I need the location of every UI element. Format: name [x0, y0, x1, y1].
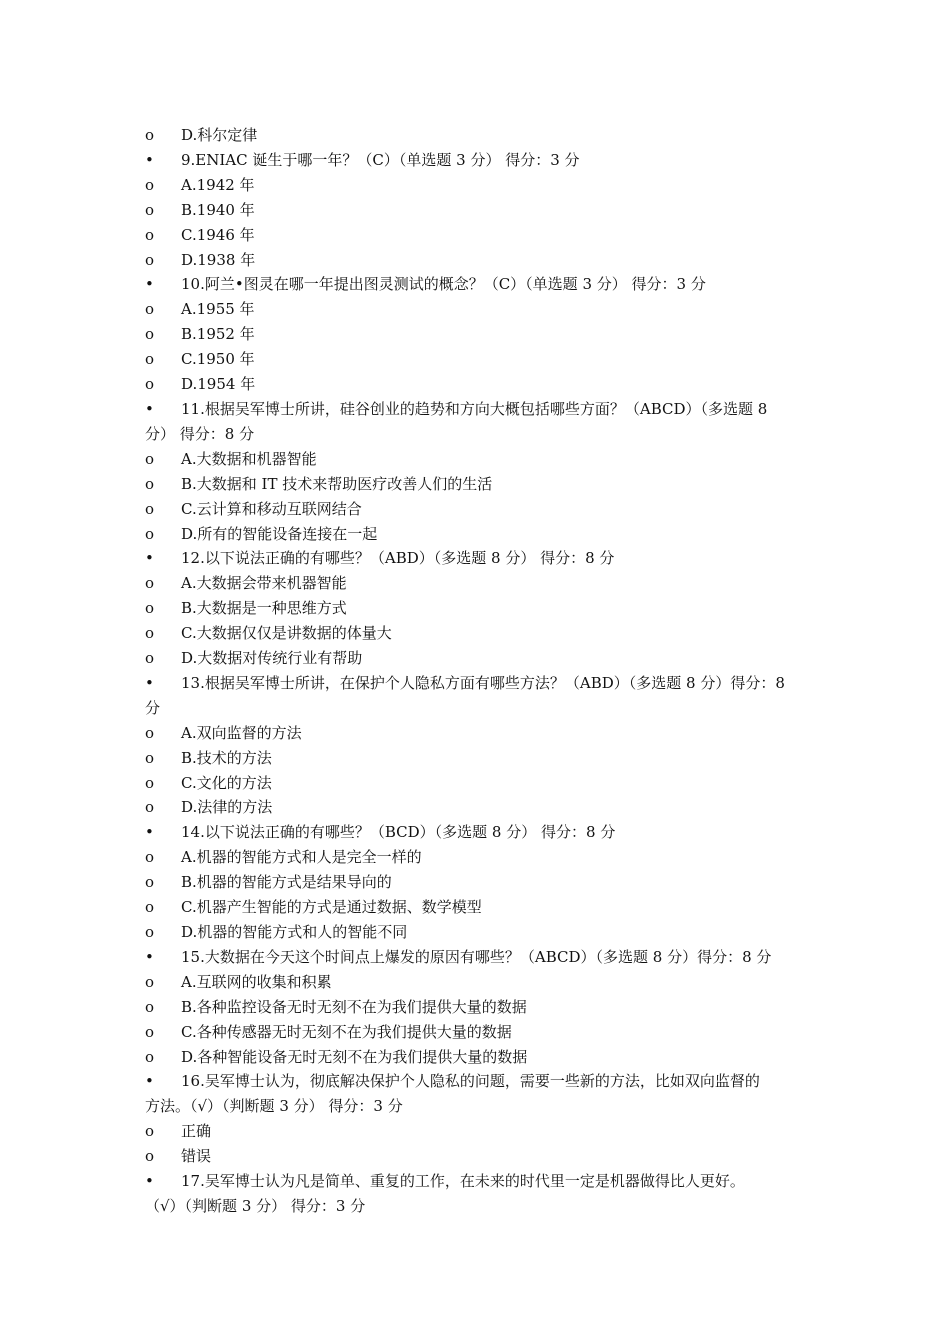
line-text: B.大数据和 IT 技术来帮助医疗改善人们的生活	[181, 474, 493, 493]
option-line	[145, 721, 810, 746]
line-text: C.各种传感器无时无刻不在为我们提供大量的数据	[181, 1022, 512, 1041]
option-marker: o	[145, 798, 155, 817]
line-text: A.1942 年	[181, 175, 255, 194]
continuation-line	[145, 1094, 810, 1119]
option-line	[145, 472, 810, 497]
option-line	[145, 322, 810, 347]
option-marker: o	[145, 848, 155, 867]
option-marker: o	[145, 499, 155, 518]
line-text: （√）（判断题 3 分） 得分：3 分	[145, 1196, 366, 1215]
option-line	[145, 297, 810, 322]
line-text: C.机器产生智能的方式是通过数据、数学模型	[181, 898, 482, 917]
continuation-line	[145, 696, 810, 721]
option-line	[145, 571, 810, 596]
line-text: A.互联网的收集和积累	[181, 972, 332, 991]
question-line	[145, 820, 810, 845]
option-marker: o	[145, 599, 155, 618]
line-text: 分	[145, 698, 161, 717]
option-marker: o	[145, 898, 155, 917]
option-line	[145, 795, 810, 820]
line-text: C.1950 年	[181, 350, 255, 369]
option-marker: o	[145, 723, 155, 742]
option-marker: o	[145, 200, 155, 219]
question-line	[145, 671, 810, 696]
option-line	[145, 198, 810, 223]
bullet-marker: •	[145, 947, 154, 966]
line-text: 16.吴军博士认为，彻底解决保护个人隐私的问题，需要一些新的方法，比如双向监督的	[181, 1072, 760, 1091]
continuation-line	[145, 422, 810, 447]
line-text: D.科尔定律	[181, 126, 258, 144]
option-marker: o	[145, 997, 155, 1016]
option-line	[145, 497, 810, 522]
option-line	[145, 771, 810, 796]
option-marker: o	[145, 325, 155, 344]
line-text: 15.大数据在今天这个时间点上爆发的原因有哪些？（ABCD）（多选题 8 分）得分：8 分	[181, 947, 772, 966]
option-marker: o	[145, 1122, 155, 1141]
option-marker: o	[145, 126, 155, 144]
option-marker: o	[145, 225, 155, 244]
option-marker: o	[145, 972, 155, 991]
bullet-marker: •	[145, 275, 154, 294]
option-marker: o	[145, 624, 155, 643]
line-text: 分） 得分：8 分	[145, 424, 255, 443]
option-line	[145, 621, 810, 646]
line-text: 错误	[181, 1147, 212, 1166]
line-text: B.各种监控设备无时无刻不在为我们提供大量的数据	[181, 997, 527, 1016]
option-line	[145, 920, 810, 945]
option-marker: o	[145, 300, 155, 319]
line-text: 14.以下说法正确的有哪些？（BCD）（多选题 8 分） 得分：8 分	[181, 823, 616, 842]
option-line	[145, 1119, 810, 1144]
option-line	[145, 372, 810, 397]
option-line	[145, 522, 810, 547]
option-line	[145, 870, 810, 895]
option-line	[145, 1045, 810, 1070]
bullet-marker: •	[145, 150, 154, 169]
line-text: A.机器的智能方式和人是完全一样的	[181, 848, 422, 867]
line-text: 方法。（√）（判断题 3 分） 得分：3 分	[145, 1097, 403, 1116]
option-line	[145, 1020, 810, 1045]
line-text: A.大数据会带来机器智能	[181, 574, 347, 593]
line-text: C.文化的方法	[181, 773, 272, 792]
option-line	[145, 123, 810, 148]
option-line	[145, 845, 810, 870]
option-line	[145, 970, 810, 995]
option-line	[145, 596, 810, 621]
line-text: A.双向监督的方法	[181, 723, 302, 742]
line-text: B.1940 年	[181, 200, 255, 219]
line-text: B.1952 年	[181, 325, 255, 344]
bullet-marker: •	[145, 1072, 154, 1091]
question-line	[145, 148, 810, 173]
document-page	[145, 123, 810, 1219]
line-text: C.1946 年	[181, 225, 255, 244]
line-text: D.机器的智能方式和人的智能不同	[181, 923, 408, 941]
question-line	[145, 546, 810, 571]
option-marker: o	[145, 375, 155, 394]
option-line	[145, 1144, 810, 1169]
option-marker: o	[145, 1147, 155, 1166]
option-marker: o	[145, 873, 155, 892]
option-marker: o	[145, 649, 155, 668]
line-text: 11.根据吴军博士所讲，硅谷创业的趋势和方向大概包括哪些方面？（ABCD）（多选题 8	[181, 399, 768, 418]
line-text: 12.以下说法正确的有哪些？（ABD）（多选题 8 分） 得分：8 分	[181, 549, 615, 568]
option-marker: o	[145, 923, 155, 941]
option-line	[145, 895, 810, 920]
option-marker: o	[145, 524, 155, 543]
line-text: B.技术的方法	[181, 748, 272, 767]
question-line	[145, 397, 810, 422]
bullet-marker: •	[145, 823, 154, 842]
line-text: 正确	[181, 1122, 212, 1141]
line-text: B.机器的智能方式是结果导向的	[181, 873, 392, 892]
option-line	[145, 746, 810, 771]
line-text: D.1954 年	[181, 375, 256, 394]
question-line	[145, 1169, 810, 1194]
bullet-marker: •	[145, 399, 154, 418]
question-line	[145, 1069, 810, 1094]
line-text: C.大数据仅仅是讲数据的体量大	[181, 624, 392, 643]
line-text: A.1955 年	[181, 300, 255, 319]
line-text: D.各种智能设备无时无刻不在为我们提供大量的数据	[181, 1047, 528, 1066]
option-marker: o	[145, 574, 155, 593]
option-line	[145, 995, 810, 1020]
option-marker: o	[145, 474, 155, 493]
line-text: D.1938 年	[181, 250, 256, 269]
option-line	[145, 347, 810, 372]
line-text: D.法律的方法	[181, 798, 273, 817]
continuation-line	[145, 1194, 810, 1219]
line-text: 10.阿兰•图灵在哪一年提出图灵测试的概念？（C）（单选题 3 分） 得分：3 分	[181, 275, 706, 294]
line-text: 17.吴军博士认为凡是简单、重复的工作，在未来的时代里一定是机器做得比人更好。	[181, 1172, 745, 1191]
option-marker: o	[145, 773, 155, 792]
line-text: C.云计算和移动互联网结合	[181, 499, 362, 518]
bullet-marker: •	[145, 1172, 154, 1191]
bullet-marker: •	[145, 549, 154, 568]
option-marker: o	[145, 449, 155, 468]
line-text: A.大数据和机器智能	[181, 449, 317, 468]
option-marker: o	[145, 175, 155, 194]
option-line	[145, 447, 810, 472]
option-line	[145, 223, 810, 248]
line-text: D.所有的智能设备连接在一起	[181, 524, 378, 543]
bullet-marker: •	[145, 673, 154, 692]
option-line	[145, 173, 810, 198]
option-line	[145, 646, 810, 671]
option-line	[145, 248, 810, 273]
option-marker: o	[145, 250, 155, 269]
option-marker: o	[145, 1047, 155, 1066]
line-text: B.大数据是一种思维方式	[181, 599, 347, 618]
line-text: D.大数据对传统行业有帮助	[181, 649, 363, 668]
question-line	[145, 945, 810, 970]
question-line	[145, 272, 810, 297]
line-text: 9.ENIAC 诞生于哪一年？（C）（单选题 3 分） 得分：3 分	[181, 150, 580, 169]
line-text: 13.根据吴军博士所讲，在保护个人隐私方面有哪些方法？（ABD）（多选题 8 分）得分：8	[181, 673, 785, 692]
option-marker: o	[145, 1022, 155, 1041]
option-marker: o	[145, 748, 155, 767]
option-marker: o	[145, 350, 155, 369]
